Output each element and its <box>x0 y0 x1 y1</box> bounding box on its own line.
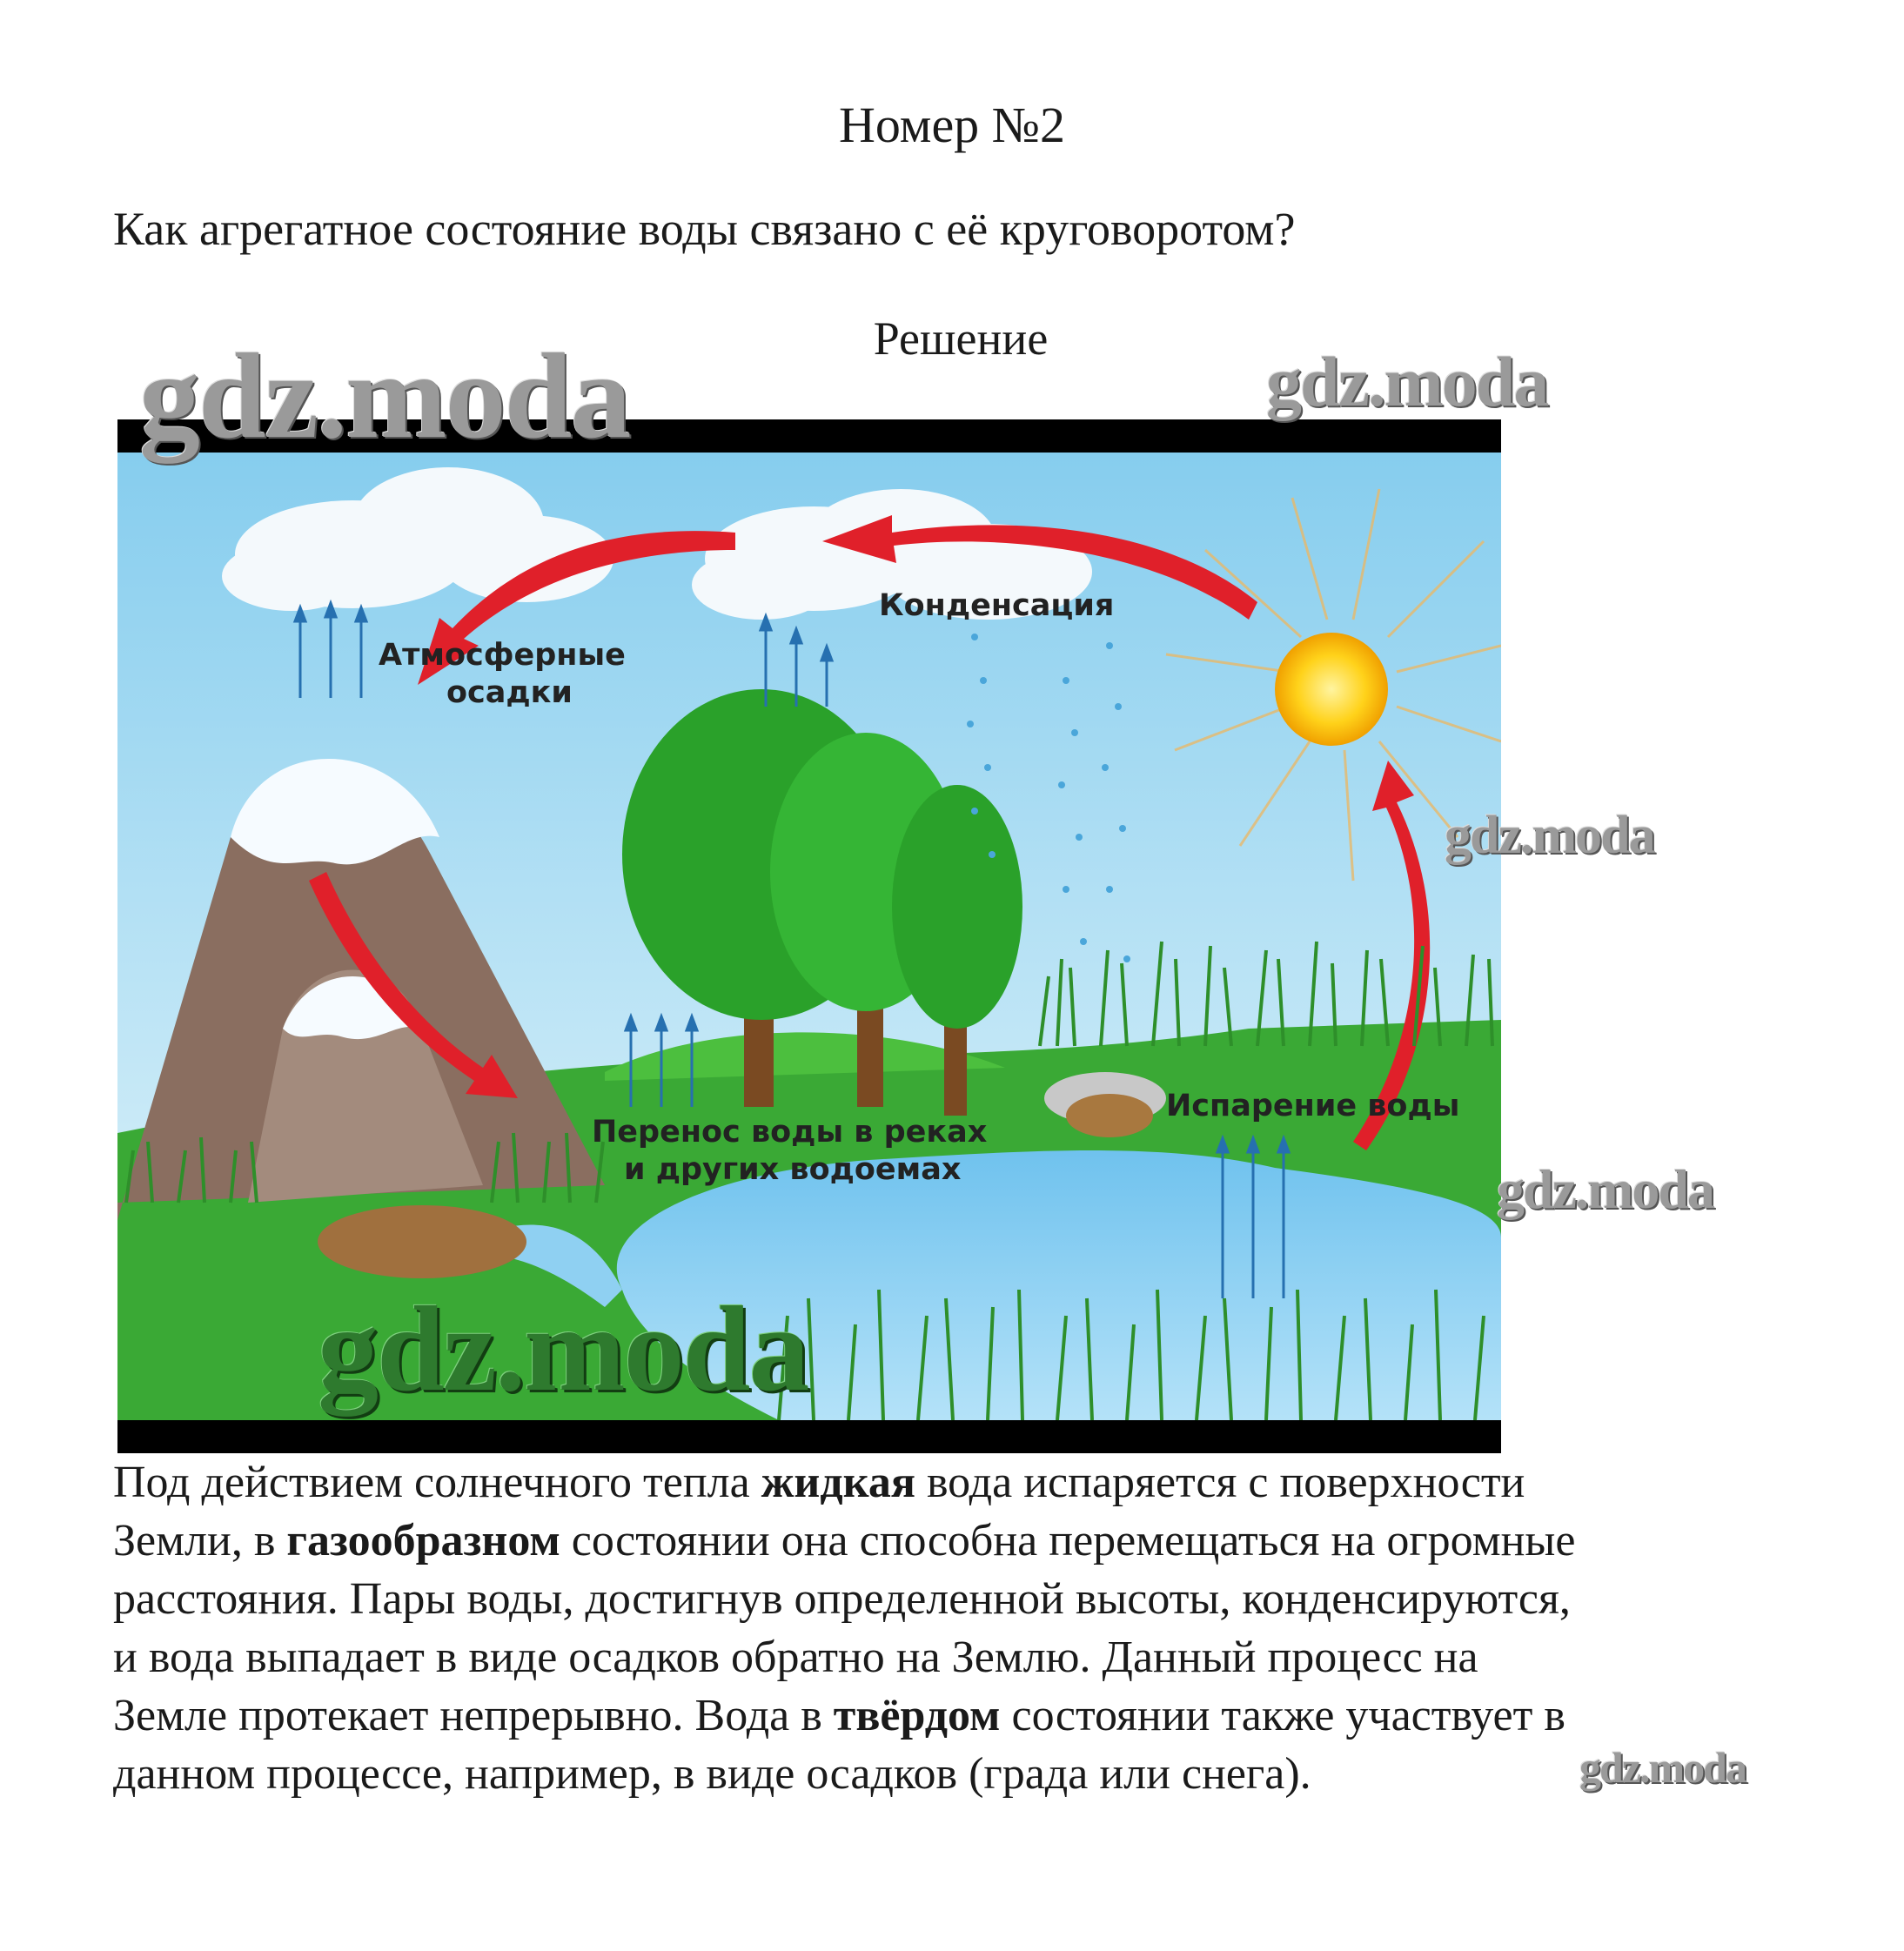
answer-line: расстояния. Пары воды, достигнув определенной высоты, конденсируются, <box>113 1574 1571 1624</box>
answer-line: Земле протекает непрерывно. Вода в твёрдом состоянии также участвует в <box>113 1691 1565 1740</box>
watermark: gdz.moda <box>1445 806 1654 865</box>
answer-line: данном процессе, например, в виде осадков (града или снега). <box>113 1749 1311 1799</box>
label-transfer-2: и других водоемах <box>624 1152 962 1187</box>
watermark: gdz.moda <box>1266 342 1548 421</box>
watermark: gdz.moda <box>1497 1158 1713 1220</box>
watermark: gdz.moda <box>1579 1743 1746 1792</box>
answer-text <box>113 1453 1819 1803</box>
label-condensation: Конденсация <box>879 588 1115 623</box>
emphasis-liquid: жидкая <box>761 1458 915 1507</box>
rock <box>318 1205 526 1278</box>
watermark: gdz.moda <box>139 329 630 464</box>
label-precipitation-1: Атмосферные <box>379 638 626 673</box>
label-evaporation: Испарение воды <box>1166 1089 1460 1123</box>
watermark: gdz.moda <box>318 1282 808 1417</box>
answer-line: Земли, в газообразном состоянии она способна перемещаться на огромные <box>113 1516 1576 1565</box>
question-text: Как агрегатное состояние воды связано с её круговоротом? <box>113 203 1296 255</box>
answer-line: Под действием солнечного тепла жидкая вода испаряется с поверхности <box>113 1458 1525 1507</box>
answer-line: и вода выпадает в виде осадков обратно на Землю. Данный процесс на <box>113 1633 1478 1682</box>
frame-bottom-bar <box>117 1420 1501 1453</box>
emphasis-solid: твёрдом <box>833 1691 1001 1740</box>
solution-heading: Решение <box>873 312 1049 365</box>
emphasis-gaseous: газообразном <box>286 1516 560 1565</box>
label-precipitation-2: осадки <box>446 675 573 710</box>
label-transfer-1: Перенос воды в реках <box>592 1115 988 1150</box>
page-title: Номер №2 <box>838 97 1066 153</box>
